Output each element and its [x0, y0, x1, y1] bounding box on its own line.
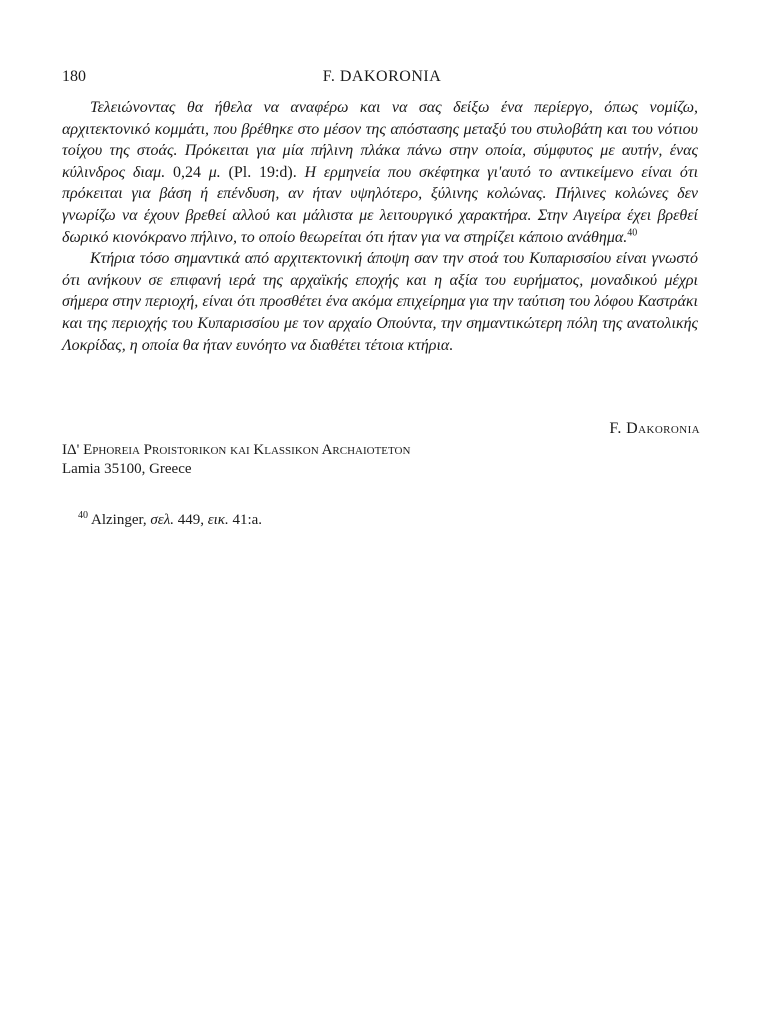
footnote [78, 512, 262, 529]
address-city: Lamia 35100, Greece [62, 461, 192, 477]
running-header [62, 68, 702, 90]
author-signature: F. Dakoronia [609, 420, 700, 437]
paragraph-1-text-b: 0,24 [165, 163, 209, 181]
author-address [62, 441, 410, 479]
paragraph-1-text-e: Η ερμηνεία που σκέφτηκα γι'αυτό το αντικείμενο είναι ότι πρόκειται για βάση ή επένδυση, αν ήταν υψηλότερο, ξύλινης κολώνας. Πήλινες κολώνες δεν γνωρίζω να έχουν βρεθεί αλλού και μάλιστα με λειτουργικό χαρακτήρα. Στην Αιγείρα έχει βρεθεί δωρικό κιονόκρανο πήλινο, το οποίο θεωρείται ότι ήταν για να στηρίζει κάποιο ανάθημα. [62, 163, 699, 246]
footnote-pages: 449, [173, 512, 208, 528]
page-number: 180 [62, 68, 86, 85]
footnote-reference: 40 [627, 227, 638, 239]
paragraph-2: Κτήρια τόσο σημαντικά από αρχιτεκτονική άποψη σαν την στοά του Κυπαρισσίου είναι γνωστό ότι ανήκουν σε επιφανή ιερά της αρχαϊκής εποχής και η αξία του ευρήματος, μοναδικού μέχρι σήμερα στην περιοχή, είναι ότι προσθέτει ένα ακόμα επιχείρημα για την ταύτιση του λόφου Καστράκι και της περιοχής του Κυπαρισσίου με τον αρχαίο Οπούντα, την σημαντικώτερη πόλη της ανατολικής Λοκρίδας, η οποία θα ήταν ευνόητο να διαθέτει τέτοια κτήρια. [62, 250, 698, 354]
footnote-page-abbr: σελ. [150, 512, 174, 528]
paragraph-1-text-c: μ. [208, 163, 221, 181]
paragraph-1-text-d: (Pl. 19:d). [220, 163, 305, 181]
footnote-figure: 41:a. [228, 512, 263, 528]
paragraph-1-text-a: Τελειώνοντας θα ήθελα να αναφέρω και να σας δείξω ένα περίεργο, όπως νομίζω, αρχιτεκτονικό κομμάτι, που βρέθηκε στο μέσον της απόστασης μεταξύ του στυλοβάτη και του νότιου τοίχου της στοάς. Πρόκειται για μία πήλινη πλάκα πάνω στην οποία, σύμφυτος με αυτήν, ένας κύλινδρος διαμ. [62, 99, 698, 181]
address-institution: ΙΔ' Ephoreia Proistorikon kai Klassikon Archaioteton [62, 442, 411, 458]
body-text [62, 97, 698, 356]
footnote-number: 40 [78, 510, 88, 521]
footnote-author: Alzinger, [91, 512, 151, 528]
running-title: F. DAKORONIA [322, 68, 442, 85]
footnote-figure-abbr: εικ. [207, 512, 229, 528]
paragraph-1 [62, 97, 698, 248]
